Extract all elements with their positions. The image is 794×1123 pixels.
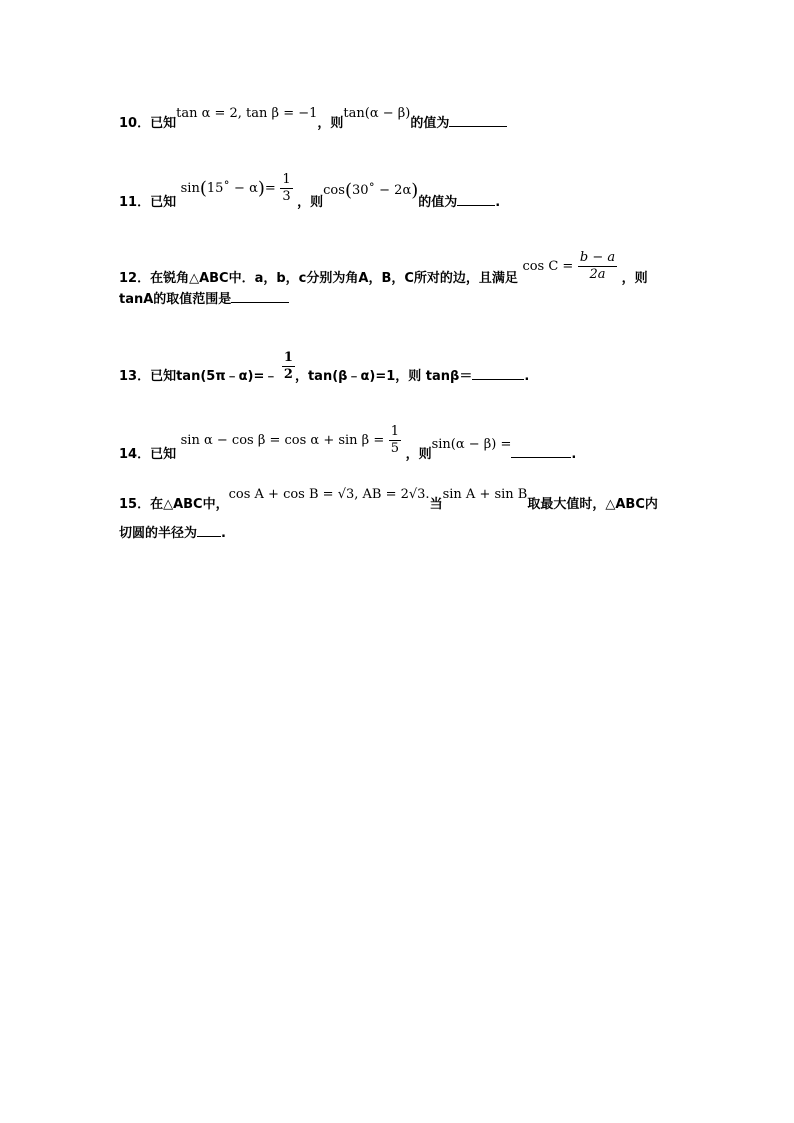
paren-open: (: [199, 178, 207, 199]
problem-text: 已知: [150, 195, 177, 210]
problem-text: 在△ABC中，: [150, 497, 229, 512]
math-expression: tan(α − β): [343, 106, 411, 121]
fraction: [282, 350, 295, 383]
math-expression: sin(α − β) =: [431, 437, 512, 452]
fraction: [280, 172, 292, 205]
math-expression: 15˚ − α: [206, 181, 258, 196]
math-expression: tan α = 2, tan β = −1: [176, 106, 318, 121]
math-expression: sin: [180, 181, 200, 196]
paren-open: (: [344, 180, 352, 201]
math-expression: cos C =: [522, 259, 574, 274]
problem-text: 的值为: [410, 116, 450, 131]
fraction: [389, 424, 401, 457]
fraction-denominator: 3: [282, 189, 291, 204]
answer-blank: [511, 445, 571, 458]
fraction-denominator: 2a: [589, 267, 606, 282]
problem-text: 当: [429, 497, 443, 512]
problem-number: 10．: [119, 116, 151, 131]
problem-number: 11．: [119, 195, 151, 210]
problem-text: .: [571, 447, 577, 462]
problem-text: ，tan(β﹣α)=1，则 tanβ＝: [294, 369, 473, 384]
answer-blank: [231, 290, 289, 303]
paren-close: ): [257, 178, 265, 199]
math-expression: cos: [323, 183, 345, 198]
problem-number: 12．: [119, 271, 151, 286]
fraction-denominator: 2: [283, 367, 293, 382]
answer-blank: [472, 367, 524, 380]
math-expression: sin α − cos β = cos α + sin β =: [180, 433, 385, 448]
problem-text: 取最大值时，△ABC内: [527, 497, 658, 512]
answer-blank: [449, 114, 507, 127]
fraction-denominator: 5: [390, 441, 400, 456]
problem-text: .: [524, 369, 530, 384]
fraction-numerator: 1: [283, 350, 293, 365]
problem-number: 13．: [119, 369, 151, 384]
problem-text: 已知: [150, 447, 177, 462]
problem-number: 15．: [119, 497, 151, 512]
problem-text: ，则: [297, 195, 324, 210]
problem-text: 已知: [150, 116, 177, 131]
fraction-numerator: b − a: [579, 250, 616, 265]
problem-text: .: [495, 195, 501, 210]
fraction-numerator: 1: [390, 424, 400, 439]
problem-text: 的值为: [418, 195, 458, 210]
math-expression: sin A + sin B: [442, 487, 528, 502]
math-expression: 30˚ − 2α: [351, 183, 412, 198]
problem-text: ，则: [405, 447, 432, 462]
problem-text: .: [221, 526, 226, 541]
fraction-numerator: 1: [282, 172, 291, 187]
problem-text: ，则: [621, 271, 648, 286]
problem-text: 切圆的半径为: [119, 526, 198, 541]
problem-text: ，则: [317, 116, 344, 131]
problem-text: 已知tan(5π﹣α)=﹣: [150, 369, 278, 384]
math-expression: =: [264, 181, 276, 196]
problem-text: 在锐角△ABC中．a，b，c分别为角A，B，C所对的边，且满足: [150, 271, 518, 286]
problem-text: tanA的取值范围是: [119, 292, 232, 307]
math-expression: cos A + cos B = √3, AB = 2√3.: [228, 487, 430, 502]
problem-number: 14．: [119, 447, 151, 462]
fraction: [578, 250, 617, 283]
paren-close: ): [411, 180, 419, 201]
answer-blank: [457, 193, 495, 206]
answer-blank: [197, 524, 221, 537]
